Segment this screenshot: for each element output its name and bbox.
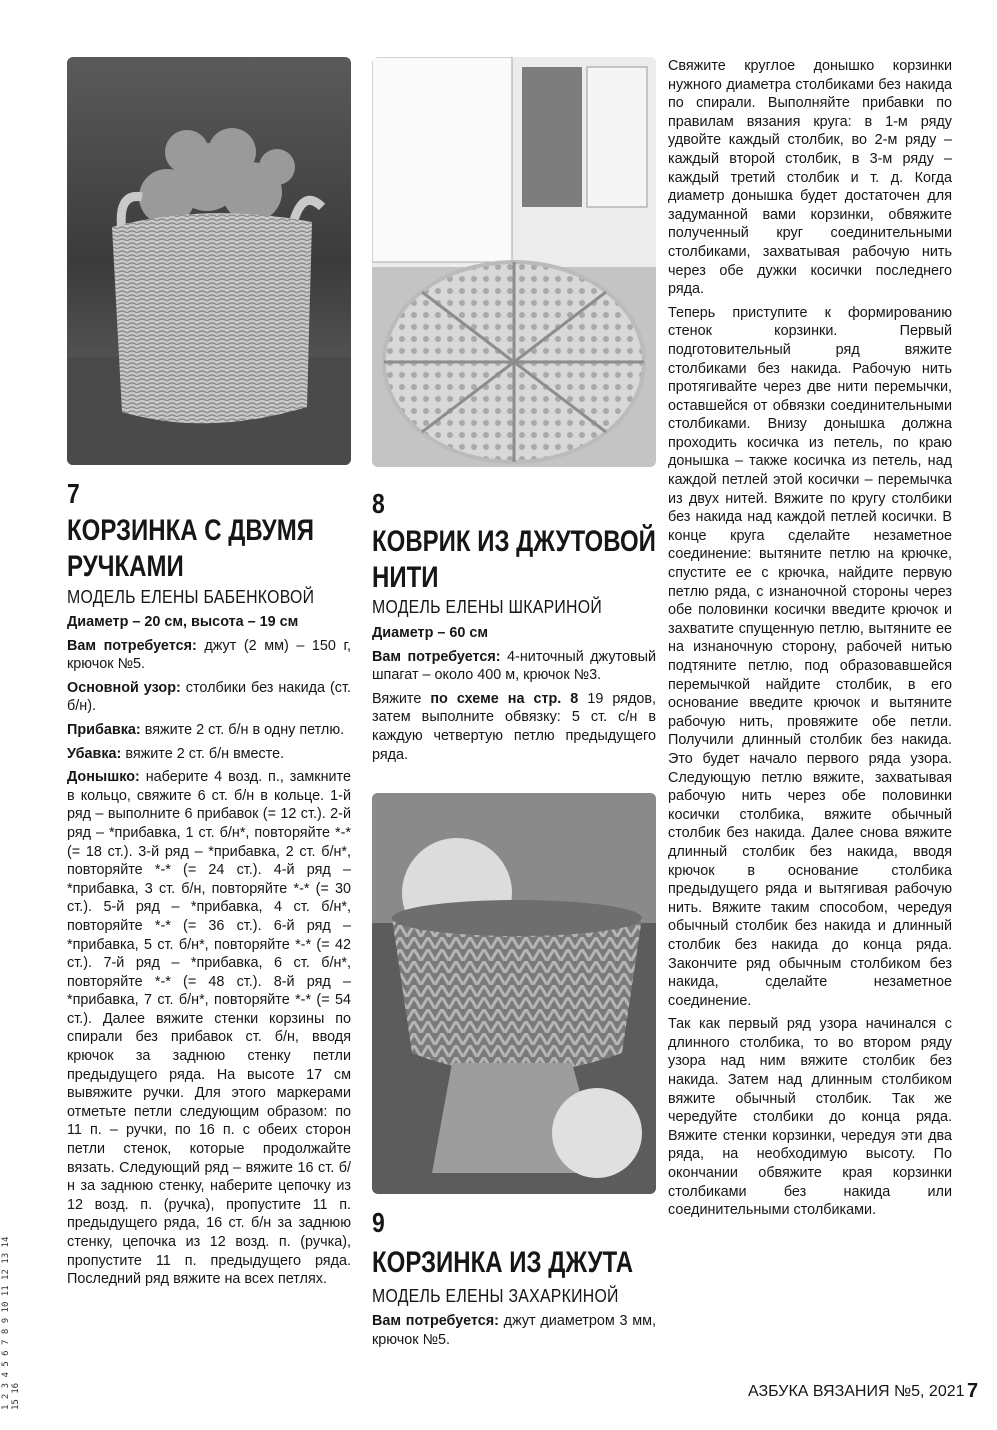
item-title-8: КОВРИК ИЗ ДЖУТОВОЙ НИТИ bbox=[372, 525, 656, 594]
paragraph: Прибавка: вяжите 2 ст. б/н в одну петлю. bbox=[67, 721, 345, 738]
paragraph: Диаметр – 20 см, высота – 19 см bbox=[67, 614, 299, 630]
paragraph: Диаметр – 60 см bbox=[372, 625, 489, 641]
item-model-8: МОДЕЛЬ ЕЛЕНЫ ШКАРИНОЙ bbox=[372, 597, 602, 617]
paragraph: Вам потребуется: джут диаметром 3 мм, крючок №5. bbox=[372, 1313, 656, 1348]
item-number-7: 7 bbox=[67, 478, 80, 509]
margin-code: 1 2 3 4 5 6 7 8 9 10 11 12 13 14 15 16 bbox=[1, 1236, 21, 1410]
photo-jute-bowl bbox=[372, 793, 656, 1194]
paragraph: Так как первый ряд узора начинался с длинного столбика, то во втором ряду узора над ним вяжите столбик без накида. Затем над длинным столбиком вяжите обычный столбик. Так же чередуйте столбики до конца ряда. Вяжите стенки корзинки, чередуя эти два ряда, на необходимую высоту. По окончании обвяжите края корзинки столбиками без накида или соединительными столбиками. bbox=[668, 1016, 952, 1219]
photo-jute-rug bbox=[372, 57, 656, 467]
item-number-8: 8 bbox=[372, 488, 385, 519]
item-body-9 bbox=[372, 1312, 656, 1354]
photo-basket-with-handles bbox=[67, 57, 351, 465]
item-model-7: МОДЕЛЬ ЕЛЕНЫ БАБЕНКОВОЙ bbox=[67, 587, 315, 607]
item-title-7: КОРЗИНКА С ДВУМЯ РУЧКАМИ bbox=[67, 514, 314, 583]
column-3-text bbox=[668, 57, 952, 1225]
paragraph: Основной узор: столбики без накида (ст. б/н). bbox=[67, 679, 351, 715]
paragraph: Вам потребуется: джут (2 мм) – 150 г, крючок №5. bbox=[67, 637, 351, 673]
paragraph: Убавка: вяжите 2 ст. б/н вместе. bbox=[67, 745, 285, 762]
paragraph: Теперь приступите к формированию стенок корзинки. Первый подготовительный ряд вяжите столбиками без накида. Рабочую нить протягивайте через две нити перемычки, оставшейся от обвязки соединительными столбиками. Внизу донышка должна проходить косичка из петель, по краю донышка – также косичка из петель, над каждой петлей этой косички – перемычка из двух нитей. Вяжите по кругу столбики без накида над каждой петлей косички. В конце круга сделайте незаметное соединение: вытяните петлю на крючке, спустите ее с крючка, найдите первую петлю ряда, с изнаночной стороны через обе половинки косички введите крючок и захватите спущенную петлю, вытяните ее на изнаночную сторону, рабочей нитью подтяните петлю, под образовавшейся перемычкой найдите столбик, в его основание введите крючок и вытяните рабочую нить, провяжите обе петли. Получили длинный столбик без накида. Это будет начало первого ряда узора. Следующую петлю вяжите, захватывая рабочую нить через обе половинки косички столбика, вяжите обычный столбик без накида. Далее снова вяжите длинный столбик без накида, вводя крючок в основание столбика предыдущего ряда и вытягивая рабочую нить. Вяжите таким способом, чередуя обычный столбик без накида и длинный столбик без накида до конца ряда. Закончите ряд обычным столбиком без накида, сделайте незаметное соединение. bbox=[668, 304, 952, 1009]
item-title-9: КОРЗИНКА ИЗ ДЖУТА bbox=[372, 1246, 634, 1279]
paragraph: Вам потребуется: 4-ниточный джутовый шпагат – около 400 м, крючок №3. bbox=[372, 648, 656, 684]
paragraph: Донышко: наберите 4 возд. п., замкните в кольцо, свяжите 6 ст. б/н в кольце. 1-й ряд – выполните 6 прибавок (= 12 ст.). 2-й ряд – *прибавка, 1 ст. б/н*, повторяйте *-* (= 18 ст.). 3-й ряд – *прибавка, 2 ст. б/н*, повторяйте *-* (= 24 ст.). 4-й ряд – *прибавка, 3 ст. б/н, повторяйте *-* (= 30 ст.). 5-й ряд – *прибавка, 4 ст. б/н*, повторяйте *-* (= 36 ст.). 6-й ряд – *прибавка, 5 ст. б/н*, повторяйте *-* (= 42 ст.). 7-й ряд – *прибавка, 6 ст. б/н*, повторяйте *-* (= 48 ст.). 8-й ряд – *прибавка, 7 ст. б/н*, повторяйте *-* (= 54 ст.). Далее вяжите стенки корзины по спирали без прибавок ст. б/н, вводя крючок за заднюю стенку петли предыдущего ряда. На высоте 17 см вывяжите ручки. Для этого маркерами отметьте петли следующим образом: по 11 п. – ручки, по 16 п. с обеих сторон петли стенок, которые продолжайте вязать. Следующий ряд – вяжите 16 ст. б/н за заднюю стенку, наберите цепочку из 12 возд. п. (ручка), пропустите 11 п. предыдущего ряда, 16 ст. б/н за заднюю стенку, цепочка из 12 возд. п. (ручка), пропустите 11 п. предыдущего ряда. Последний ряд вяжите на всех петлях. bbox=[67, 769, 351, 1288]
item-number-9: 9 bbox=[372, 1207, 385, 1238]
item-body-7 bbox=[67, 613, 351, 1294]
footer-magazine: АЗБУКА ВЯЗАНИЯ №5, 2021 bbox=[748, 1383, 965, 1400]
item-body-8 bbox=[372, 624, 656, 769]
footer-page-number: 7 bbox=[967, 1380, 979, 1402]
item-model-9: МОДЕЛЬ ЕЛЕНЫ ЗАХАРКИНОЙ bbox=[372, 1286, 619, 1306]
paragraph: Свяжите круглое донышко корзинки нужного диаметра столбиками без накида по спирали. Выполняйте прибавки по правилам вязания круга: в 1-м ряду удвойте каждый столбик, во 2-м ряду – каждый второй столбик, в 3-м ряду – каждый третий столбик и т. д. Когда диаметр донышка будет достаточен для задуманной вами корзинки, обвяжите полученный круг соединительными столбиками, захватывая рабочую нить через обе дужки косички последнего ряда. bbox=[668, 58, 952, 298]
paragraph: Вяжите по схеме на стр. 8 19 рядов, затем выполните обвязку: 5 ст. с/н в каждую четвертую петлю предыдущего ряда. bbox=[372, 690, 657, 763]
